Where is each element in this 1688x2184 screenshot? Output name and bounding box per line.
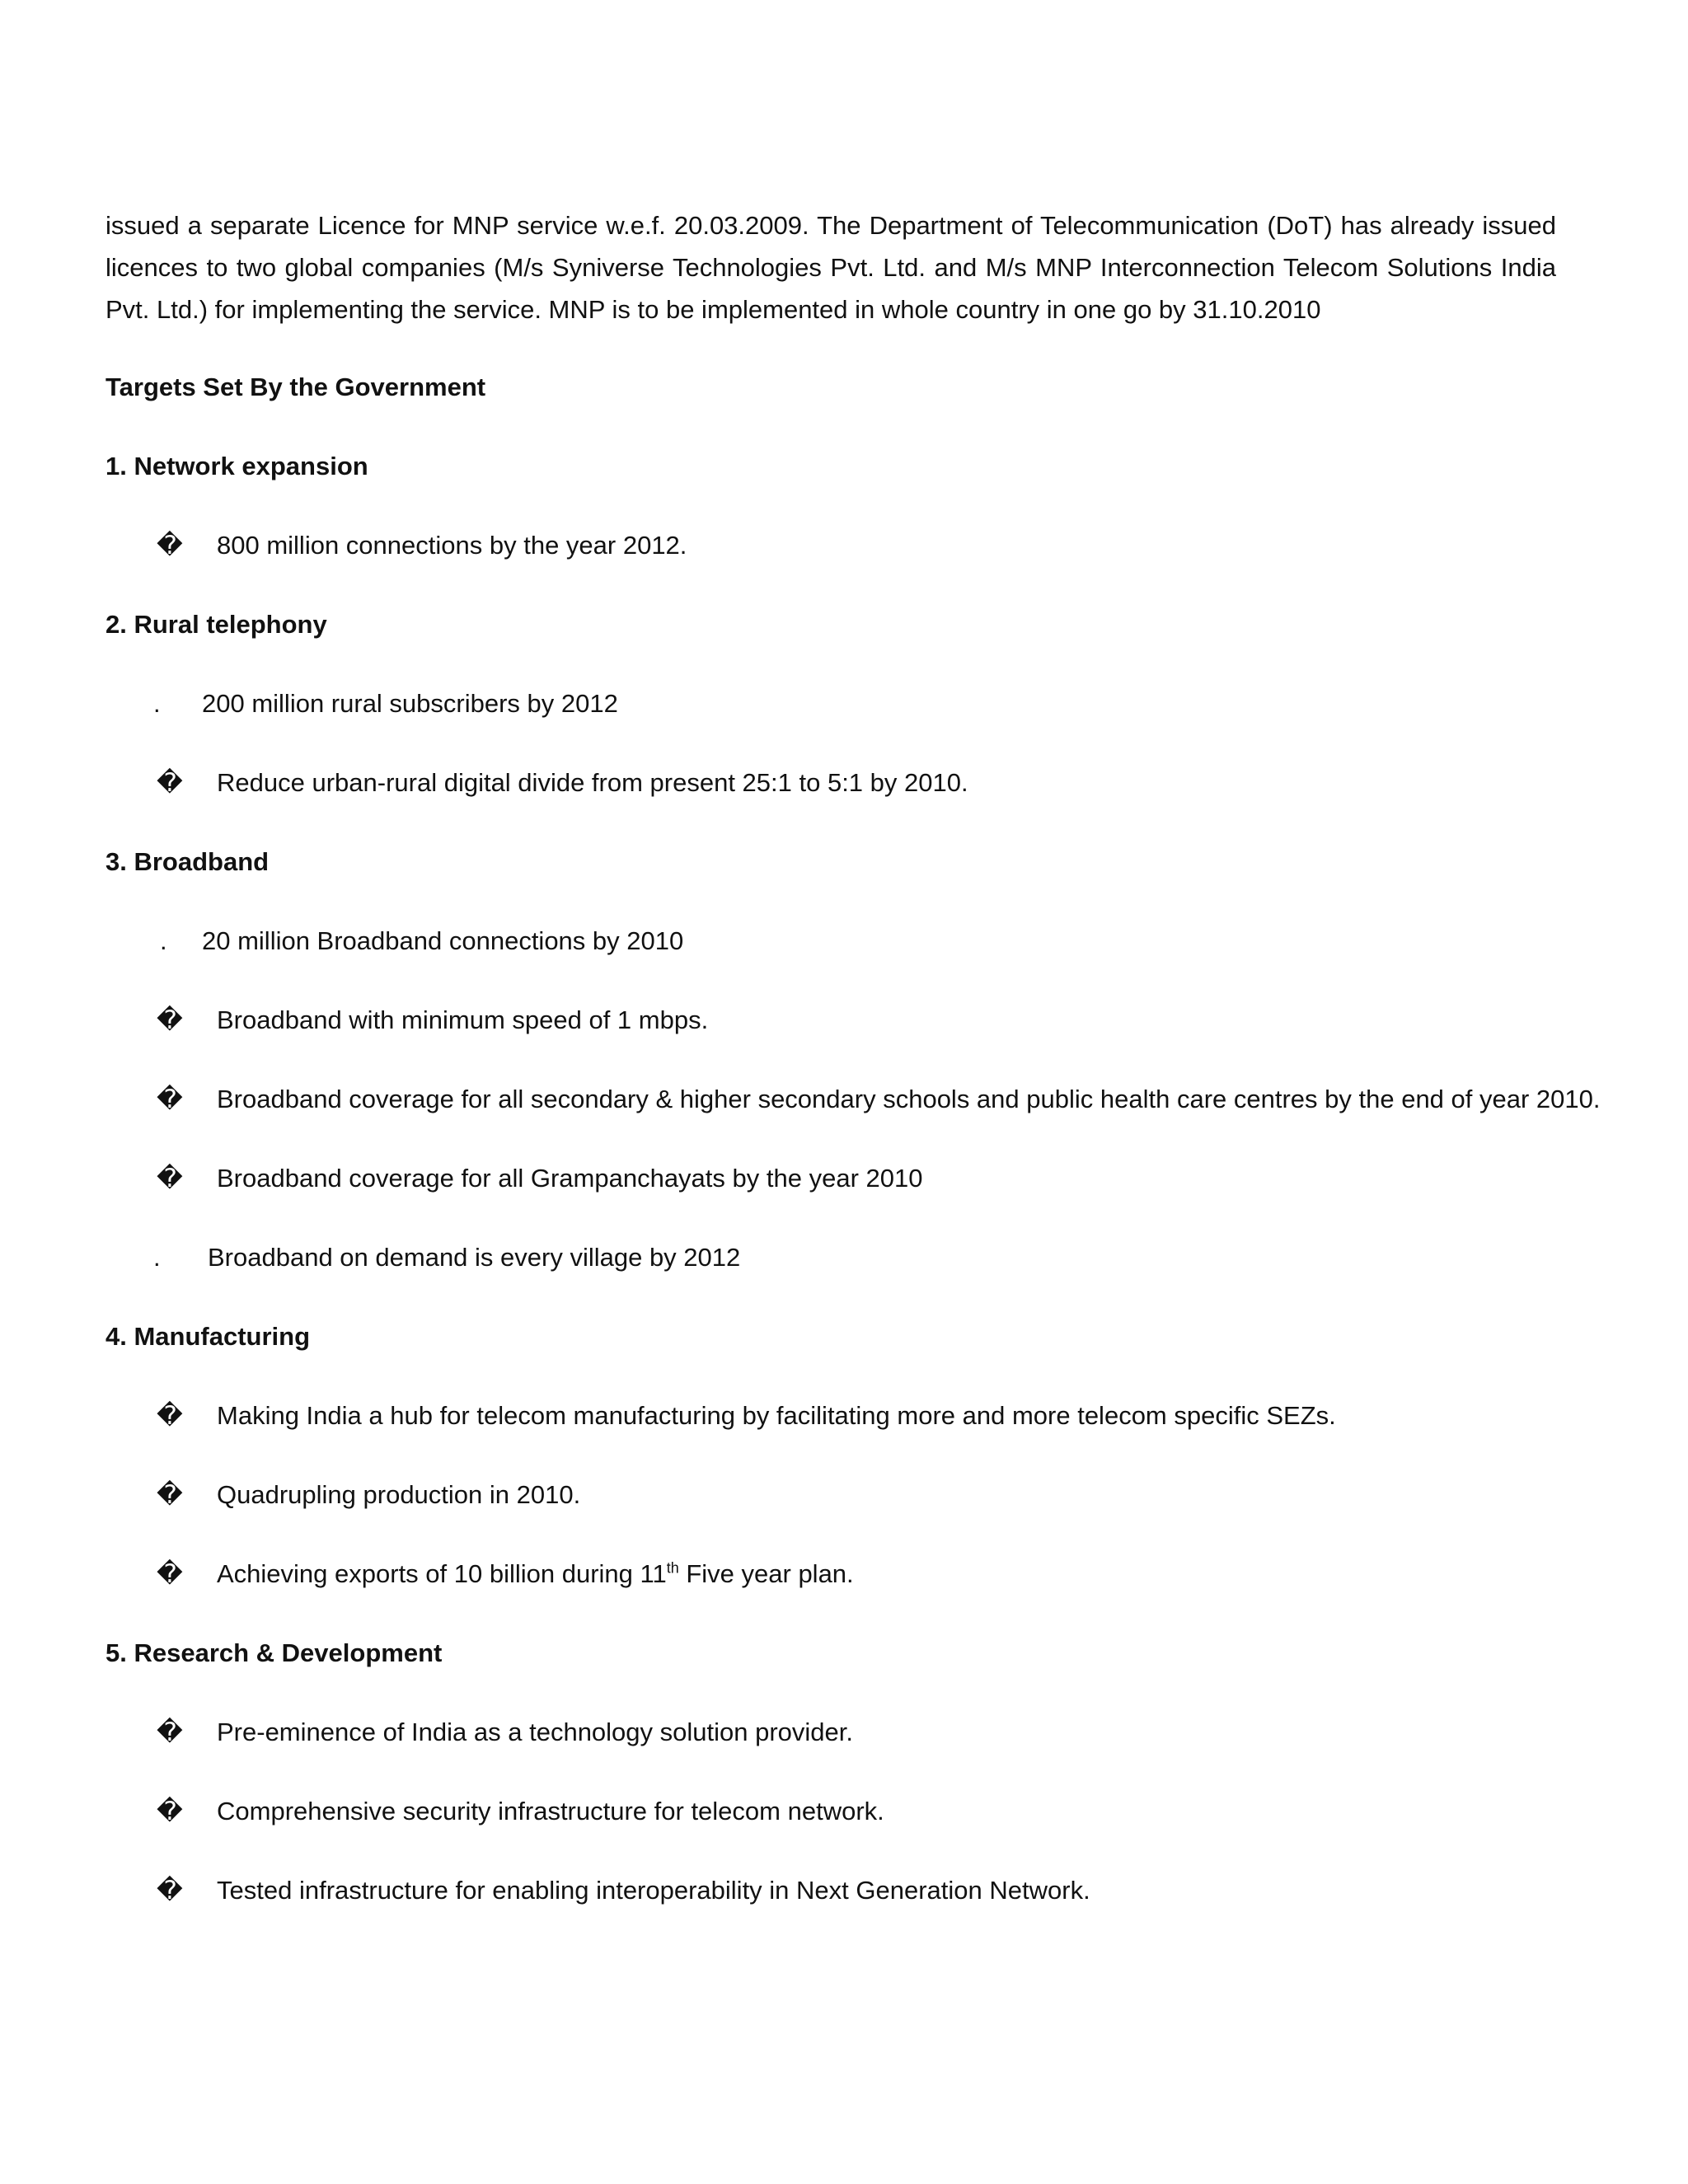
- bullet-marker: �: [157, 1797, 183, 1825]
- list-item: [217, 1558, 854, 1591]
- list-item: Reduce urban-rural digital divide from present 25:1 to 5:1 by 2010.: [217, 768, 968, 797]
- superscript-ordinal: th: [666, 1559, 679, 1577]
- section-heading-manufacturing: 4. Manufacturing: [106, 1322, 311, 1351]
- list-item: Broadband coverage for all Grampanchayats by the year 2010: [217, 1164, 923, 1193]
- bullet-marker: �: [157, 1559, 183, 1588]
- list-item: 20 million Broadband connections by 2010: [202, 926, 684, 955]
- bullet-marker: .: [153, 1243, 161, 1272]
- bullet-marker: �: [157, 1401, 183, 1430]
- section-heading-network-expansion: 1. Network expansion: [106, 452, 368, 480]
- list-item: Broadband with minimum speed of 1 mbps.: [217, 1005, 709, 1034]
- bullet-marker: �: [157, 1718, 183, 1746]
- bullet-marker: �: [157, 1876, 183, 1905]
- section-heading-research-development: 5. Research & Development: [106, 1638, 443, 1667]
- list-item: Making India a hub for telecom manufacturing by facilitating more and more telecom specific SEZs.: [217, 1401, 1336, 1430]
- bullet-marker: �: [157, 1164, 183, 1193]
- list-item: Broadband coverage for all secondary & higher secondary schools and public health care centres by the end of year 2010.: [217, 1085, 1601, 1113]
- list-item: 200 million rural subscribers by 2012: [202, 689, 618, 718]
- bullet-marker: .: [153, 689, 161, 718]
- intro-paragraph: issued a separate Licence for MNP service w.e.f. 20.03.2009. The Department of Telecommunication (DoT) has already issued licences to two global companies (M/s Syniverse Technologies Pvt. Ltd. and M/s MNP Interconnection Telecom Solutions India Pvt. Ltd.) for implementing the service. MNP is to be implemented in whole country in one go by 31.10.2010: [106, 211, 1556, 324]
- list-item: Broadband on demand is every village by 2012: [208, 1243, 741, 1272]
- main-heading: Targets Set By the Government: [106, 373, 486, 401]
- list-item: Comprehensive security infrastructure for telecom network.: [217, 1797, 884, 1825]
- list-item: 800 million connections by the year 2012.: [217, 531, 687, 560]
- bullet-marker: �: [157, 1085, 183, 1113]
- bullet-marker: �: [157, 531, 183, 560]
- list-item: Tested infrastructure for enabling interoperability in Next Generation Network.: [217, 1876, 1090, 1905]
- list-item: Quadrupling production in 2010.: [217, 1480, 581, 1509]
- list-item: Pre-eminence of India as a technology solution provider.: [217, 1718, 854, 1746]
- bullet-marker: �: [157, 1005, 183, 1034]
- bullet-marker: �: [157, 1480, 183, 1509]
- section-heading-broadband: 3. Broadband: [106, 847, 270, 876]
- list-item-text: Five year plan.: [678, 1559, 854, 1588]
- list-item-text: Achieving exports of 10 billion during 11: [217, 1559, 667, 1588]
- bullet-marker: �: [157, 768, 183, 797]
- bullet-marker: .: [160, 926, 167, 955]
- section-heading-rural-telephony: 2. Rural telephony: [106, 610, 327, 639]
